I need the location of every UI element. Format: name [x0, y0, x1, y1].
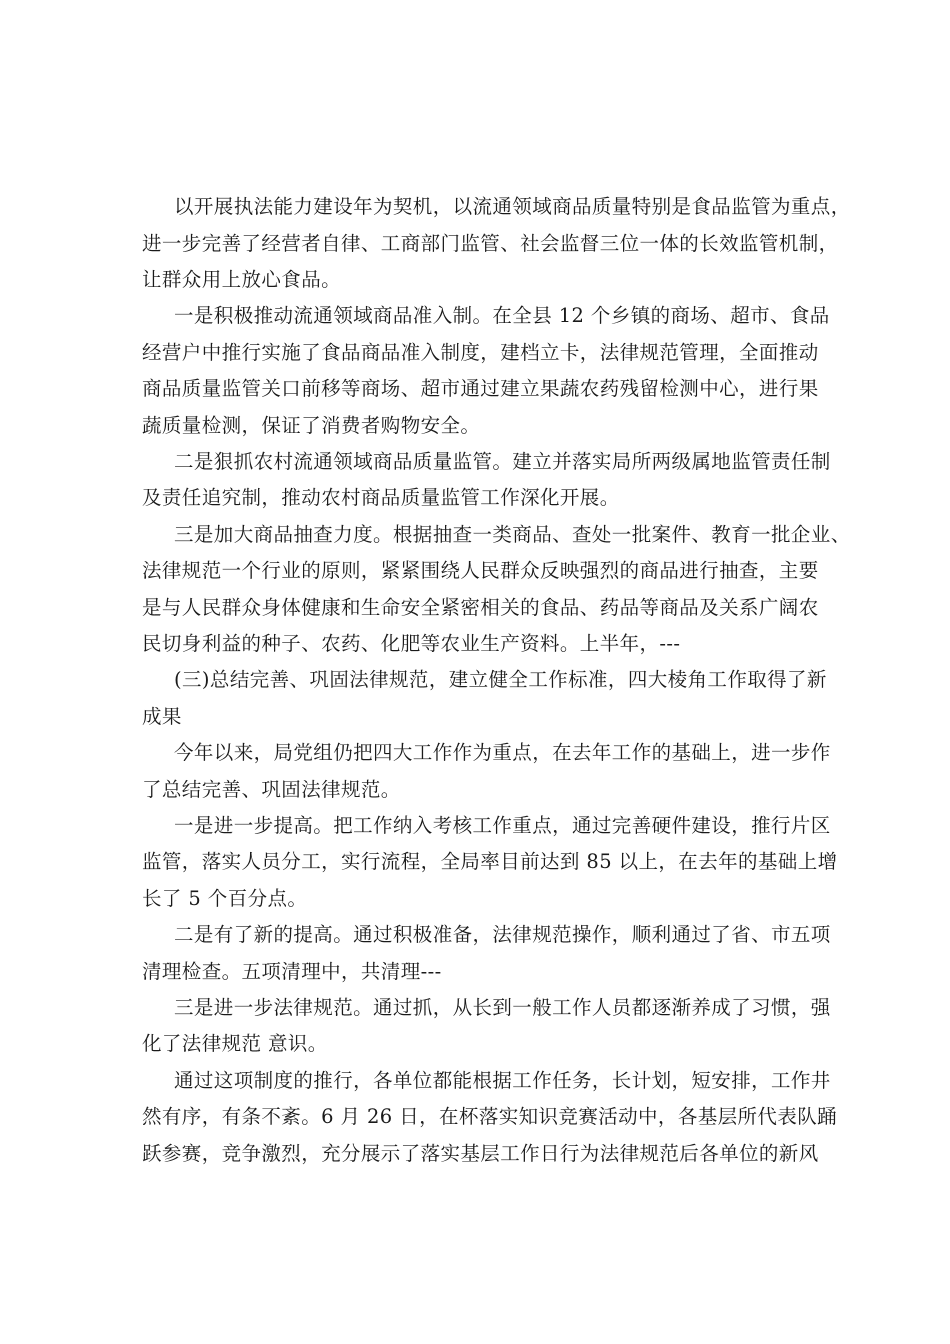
text-line: 三是加大商品抽查力度。根据抽查一类商品、查处一批案件、教育一批企业、 [174, 523, 851, 546]
text-line: 今年以来，局党组仍把四大工作作为重点，在去年工作的基础上，进一步作 [174, 741, 831, 764]
text-line: 及责任追究制，推动农村商品质量监管工作深化开展。 [142, 486, 620, 509]
text-line: 长了 5 个百分点。 [142, 887, 308, 910]
text-line: 一是积极推动流通领域商品准入制。在全县 12 个乡镇的商场、超市、食品 [174, 304, 830, 327]
text-line: 是与人民群众身体健康和生命安全紧密相关的食品、药品等商品及关系广阔农 [142, 596, 819, 619]
text-line: (三)总结完善、巩固法律规范，建立健全工作标准，四大棱角工作取得了新 [174, 668, 827, 691]
text-line: 经营户中推行实施了食品商品准入制度，建档立卡，法律规范管理，全面推动 [142, 341, 819, 364]
text-line: 化了法律规范 意识。 [142, 1032, 328, 1055]
text-line: 商品质量监管关口前移等商场、超市通过建立果蔬农药残留检测中心，进行果 [142, 377, 819, 400]
text-line: 三是进一步法律规范。通过抓，从长到一般工作人员都逐渐养成了习惯，强 [174, 996, 831, 1019]
text-line: 法律规范一个行业的原则，紧紧围绕人民群众反映强烈的商品进行抽查，主要 [142, 559, 819, 582]
text-line: 二是狠抓农村流通领域商品质量监管。建立并落实局所两级属地监管责任制 [174, 450, 831, 473]
text-line: 跃参赛，竞争激烈，充分展示了落实基层工作日行为法律规范后各单位的新风 [142, 1142, 819, 1165]
text-line: 蔬质量检测，保证了消费者购物安全。 [142, 414, 481, 437]
text-line: 一是进一步提高。把工作纳入考核工作重点，通过完善硬件建设，推行片区 [174, 814, 831, 837]
text-line: 了总结完善、巩固法律规范。 [142, 778, 401, 801]
text-line: 进一步完善了经营者自律、工商部门监管、社会监督三位一体的长效监管机制， [142, 232, 839, 255]
text-line: 监管，落实人员分工，实行流程，全局率目前达到 85 以上，在去年的基础上增 [142, 850, 838, 873]
text-line: 清理检查。五项清理中，共清理--- [142, 960, 442, 983]
text-line: 二是有了新的提高。通过积极准备，法律规范操作，顺利通过了省、市五项 [174, 923, 831, 946]
text-line: 民切身利益的种子、农药、化肥等农业生产资料。上半年，--- [142, 632, 681, 655]
text-line: 让群众用上放心食品。 [142, 268, 342, 291]
text-line: 然有序，有条不紊。6 月 26 日，在杯落实知识竞赛活动中，各基层所代表队踊 [142, 1105, 838, 1128]
text-line: 通过这项制度的推行，各单位都能根据工作任务，长计划，短安排，工作井 [174, 1069, 831, 1092]
text-line: 以开展执法能力建设年为契机，以流通领域商品质量特别是食品监管为重点， [174, 195, 851, 218]
text-line: 成果 [142, 705, 182, 728]
